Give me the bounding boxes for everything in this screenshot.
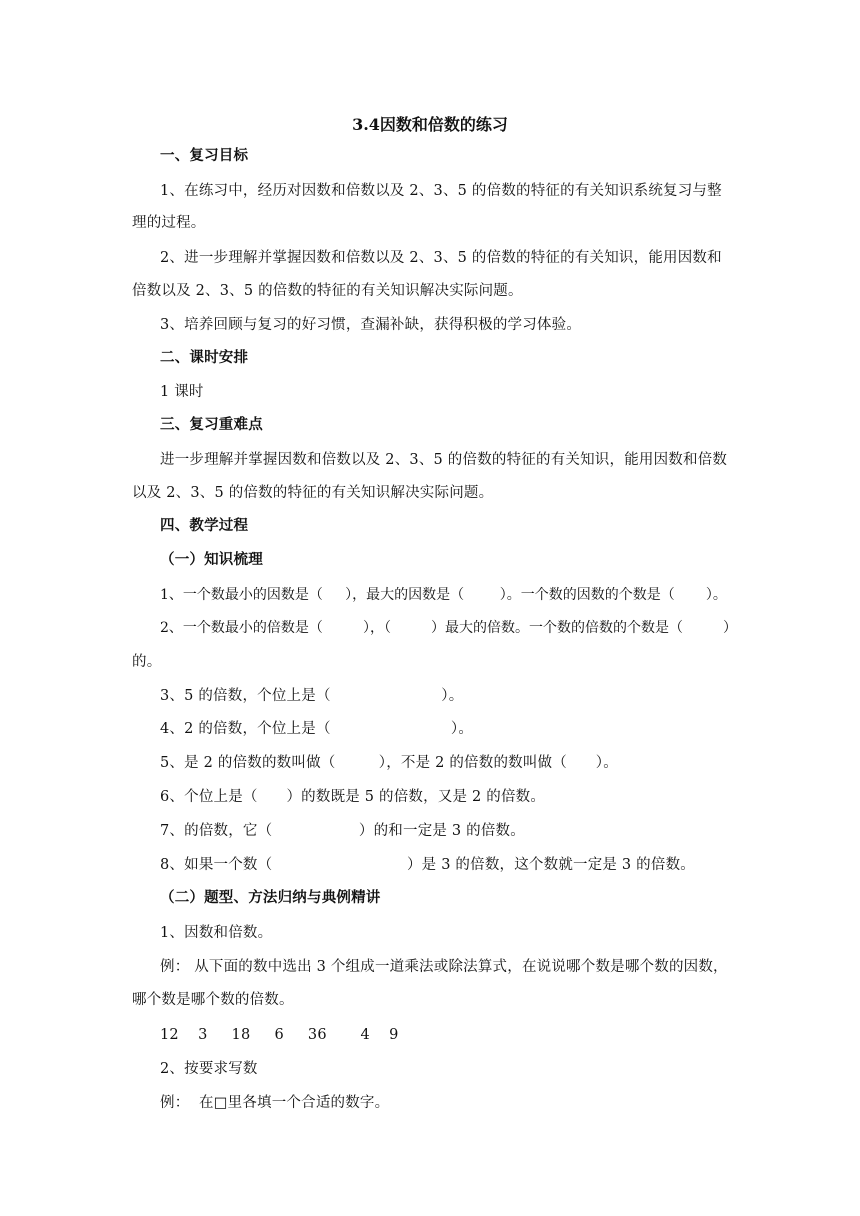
question-line: 6、个位上是（ ）的数既是 5 的倍数，又是 2 的倍数。	[160, 789, 546, 805]
section-heading-teaching-process: 四、教学过程	[160, 517, 249, 534]
paragraph-line: 2、进一步理解并掌握因数和倍数以及 2、3、5 的倍数的特征的有关知识，能用因数和	[160, 250, 722, 266]
paragraph-line: 例： 从下面的数中选出 3 个组成一道乘法或除法算式，在说说哪个数是哪个数的因数，	[160, 959, 728, 975]
paragraph-line: 理的过程。	[132, 215, 206, 231]
paragraph-line: 2、按要求写数	[160, 1061, 258, 1077]
question-line: 1、一个数最小的因数是（ ），最大的因数是（ ）。一个数的因数的个数是（ ）。	[160, 587, 727, 603]
section-heading-key-points: 三、复习重难点	[160, 416, 263, 433]
section-heading-review-goals: 一、复习目标	[160, 147, 249, 164]
question-line: 4、2 的倍数，个位上是（ ）。	[160, 721, 474, 737]
question-line: 的。	[132, 654, 162, 670]
document-title: 3.4因数和倍数的练习	[352, 115, 508, 134]
paragraph-line: 1、在练习中，经历对因数和倍数以及 2、3、5 的倍数的特征的有关知识系统复习与整	[160, 183, 722, 199]
question-line: 3、5 的倍数，个位上是（ ）。	[160, 688, 464, 704]
question-line: 7、的倍数，它（ ）的和一定是 3 的倍数。	[160, 823, 525, 839]
paragraph-line: 1、因数和倍数。	[160, 925, 273, 941]
paragraph-line: 例： 在□里各填一个合适的数字。	[160, 1095, 390, 1111]
question-line: 2、一个数最小的倍数是（ ），（ ）最大的倍数。一个数的倍数的个数是（ ）	[160, 620, 738, 636]
paragraph-line: 哪个数是哪个数的倍数。	[132, 992, 294, 1008]
paragraph-line: 3、培养回顾与复习的好习惯，查漏补缺，获得积极的学习体验。	[160, 317, 582, 333]
question-line: 8、如果一个数（ ）是 3 的倍数，这个数就一定是 3 的倍数。	[160, 857, 695, 873]
number-list: 12 3 18 6 36 4 9	[160, 1027, 399, 1043]
question-line: 5、是 2 的倍数的数叫做（ ），不是 2 的倍数的数叫做（ ）。	[160, 755, 618, 771]
paragraph-line: 倍数以及 2、3、5 的倍数的特征的有关知识解决实际问题。	[132, 283, 523, 299]
paragraph-line: 以及 2、3、5 的倍数的特征的有关知识解决实际问题。	[132, 485, 494, 501]
subsection-heading-knowledge: （一）知识梳理	[160, 551, 263, 568]
paragraph-line: 1 课时	[160, 384, 204, 400]
section-heading-schedule: 二、课时安排	[160, 349, 249, 366]
paragraph-line: 进一步理解并掌握因数和倍数以及 2、3、5 的倍数的特征的有关知识，能用因数和倍数	[160, 452, 728, 468]
subsection-heading-examples: （二）题型、方法归纳与典例精讲	[160, 889, 381, 906]
